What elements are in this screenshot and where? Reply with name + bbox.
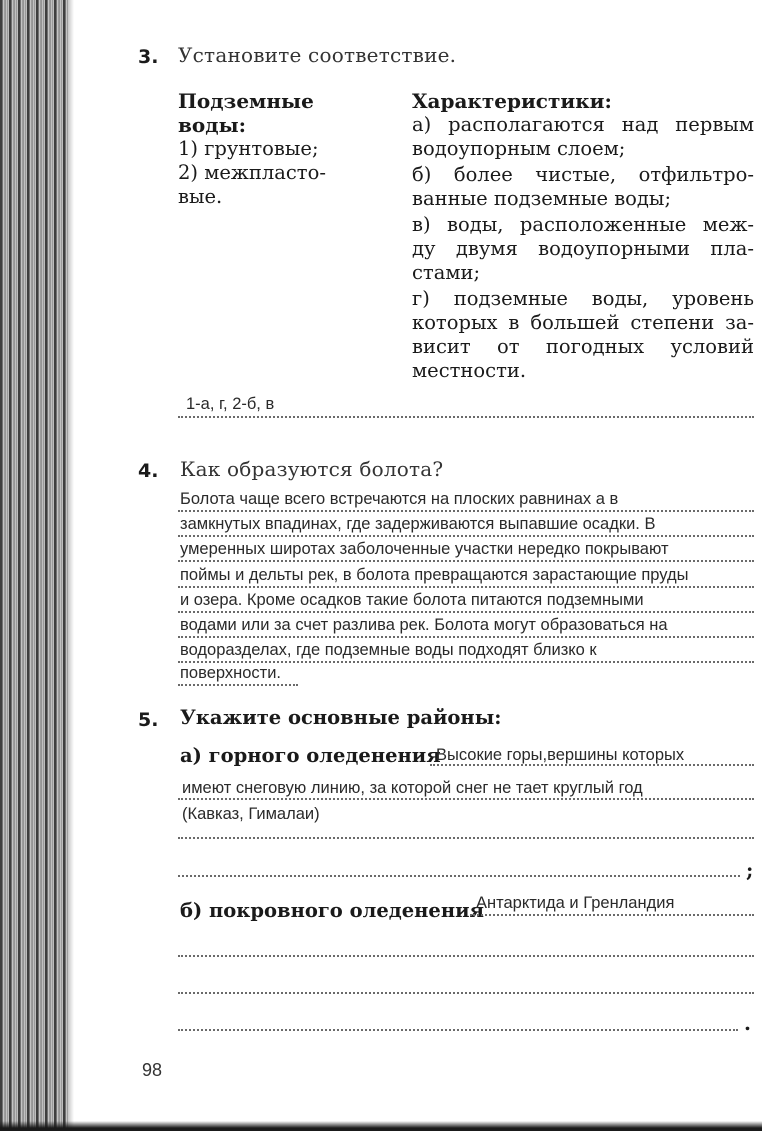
answer-line bbox=[178, 586, 754, 588]
answer-line bbox=[178, 684, 298, 686]
q3-right-line: висит от погодных условий bbox=[412, 335, 754, 358]
answer-line bbox=[178, 798, 754, 800]
q4-prompt: Как образуются болота? bbox=[180, 457, 444, 481]
q4-answer-line-text: умеренных широтах заболоченные участки нередко покрывают bbox=[180, 540, 669, 558]
q3-right-line: стами; bbox=[412, 261, 481, 284]
q3-right-line: которых в большей степени за- bbox=[412, 311, 754, 334]
book-binding bbox=[0, 0, 68, 1131]
answer-line bbox=[178, 611, 754, 613]
q5a-answer-text: (Кавказ, Гималаи) bbox=[182, 805, 320, 823]
q3-right-line: ду двумя водоупорными пла- bbox=[412, 237, 754, 260]
q4-answer-line-text: поверхности. bbox=[180, 664, 282, 682]
q3-right-column bbox=[412, 89, 754, 383]
answer-line bbox=[178, 992, 754, 994]
q3-right-line: местности. bbox=[412, 359, 527, 382]
answer-line bbox=[178, 837, 754, 839]
answer-line bbox=[430, 764, 754, 766]
answer-line bbox=[178, 510, 754, 512]
q4-answer-line-text: водами или за счет разлива рек. Болота могут образоваться на bbox=[180, 616, 668, 634]
q3-number: 3. bbox=[138, 46, 159, 68]
q4-number: 4. bbox=[138, 460, 159, 482]
q3-right-line: а) располагаются над первым bbox=[412, 113, 754, 136]
q3-left-line: 2) межпласто- bbox=[178, 161, 326, 184]
answer-line bbox=[178, 875, 740, 877]
q3-left-line: вые. bbox=[178, 185, 223, 208]
answer-line bbox=[178, 955, 754, 957]
q3-right-line: б) более чистые, отфильтро- bbox=[412, 163, 754, 186]
answer-line bbox=[178, 636, 754, 638]
answer-line bbox=[470, 914, 754, 916]
q5a-end-mark: ; bbox=[746, 858, 754, 882]
q5-number: 5. bbox=[138, 709, 159, 731]
q4-answer-line-text: поймы и дельты рек, в болота превращаются зарастающие пруды bbox=[180, 566, 689, 584]
q3-left-line: 1) грунтовые; bbox=[178, 137, 319, 160]
answer-line bbox=[178, 535, 754, 537]
q3-left-heading: Подземные воды: bbox=[178, 89, 314, 137]
q5b-label: б) покровного оледенения bbox=[180, 899, 484, 922]
q3-answer: 1-а, г, 2-б, в bbox=[186, 395, 275, 413]
q3-right-heading: Характеристики: bbox=[412, 89, 612, 113]
q3-answer-line bbox=[178, 416, 754, 418]
answer-line bbox=[178, 661, 754, 663]
q3-right-line: г) подземные воды, уровень bbox=[412, 287, 754, 310]
q3-right-line: водоупорным слоем; bbox=[412, 137, 626, 160]
q5b-end-mark: . bbox=[744, 1011, 751, 1035]
q4-answer-line-text: и озера. Кроме осадков такие болота питаются подземными bbox=[180, 591, 644, 609]
q3-left-column bbox=[178, 89, 378, 209]
q3-prompt: Установите соответствие. bbox=[178, 43, 457, 67]
q5-prompt: Укажите основные районы: bbox=[180, 706, 502, 729]
q4-answer-line-text: замкнутых впадинах, где задерживаются выпавшие осадки. В bbox=[180, 515, 656, 533]
q4-answer-line-text: водоразделах, где подземные воды подходят близко к bbox=[180, 641, 597, 659]
answer-line bbox=[178, 560, 754, 562]
q5a-answer-text: имеют снеговую линию, за которой снег не тает круглый год bbox=[182, 779, 643, 797]
q5a-answer-text: Высокие горы,вершины которых bbox=[436, 746, 685, 764]
q3-right-line: в) воды, расположенные меж- bbox=[412, 213, 754, 236]
answer-line bbox=[178, 1029, 738, 1031]
q4-answer-line-text: Болота чаще всего встречаются на плоских равнинах а в bbox=[180, 490, 619, 508]
page-number: 98 bbox=[142, 1060, 163, 1080]
q5a-label: а) горного оледенения bbox=[180, 744, 441, 767]
q5b-answer-text: Антарктида и Гренландия bbox=[476, 894, 675, 912]
page-bottom-edge bbox=[0, 1121, 762, 1131]
q3-right-line: ванные подземные воды; bbox=[412, 187, 672, 210]
